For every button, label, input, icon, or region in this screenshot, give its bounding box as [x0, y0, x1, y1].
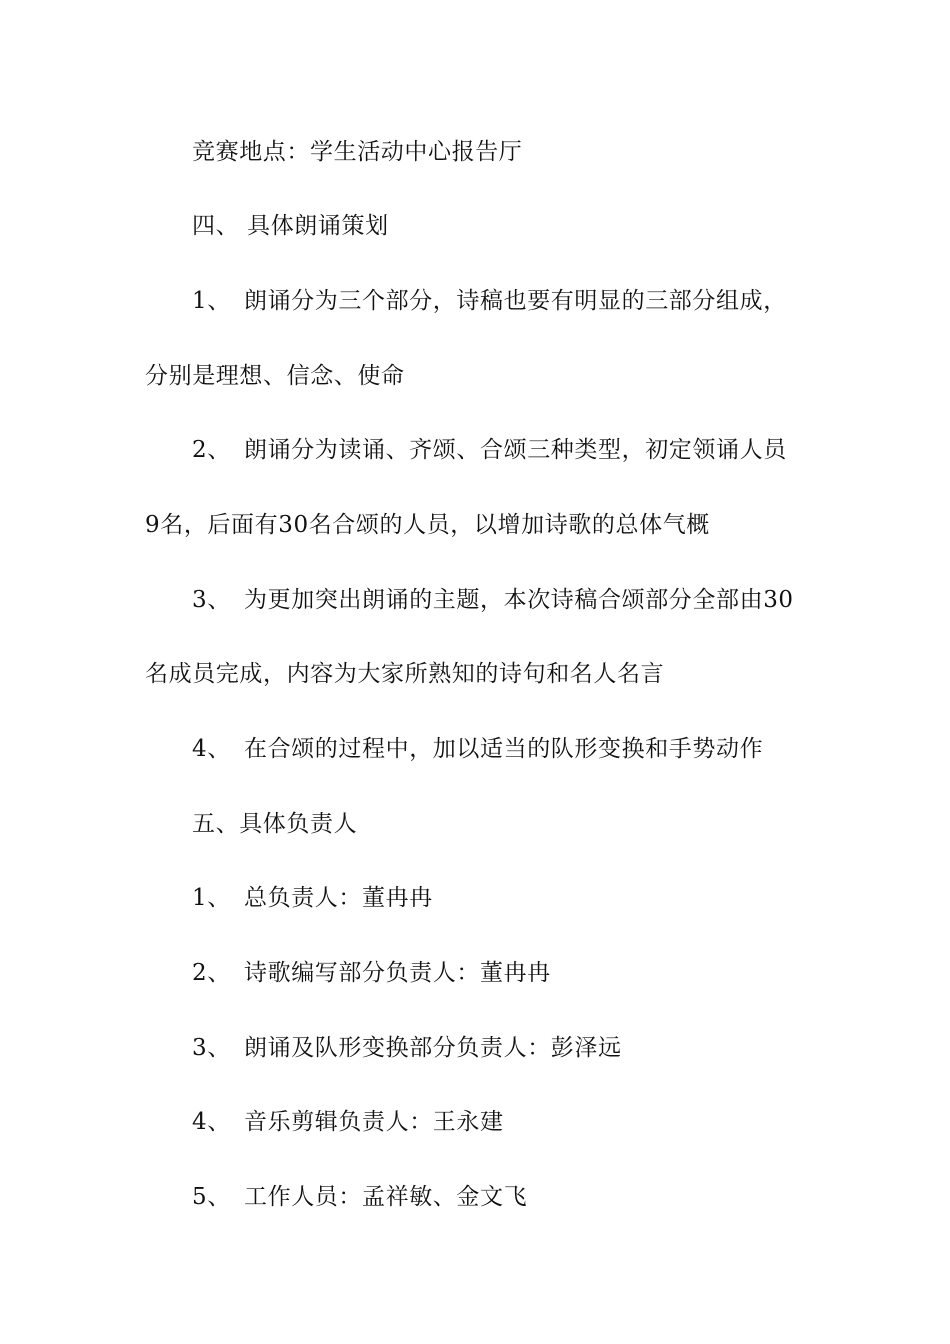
line-text: 朗诵分为三个部分，诗稿也要有明显的三部分组成，	[244, 288, 787, 314]
item-number: 4、	[192, 736, 231, 762]
line-text: 四、 具体朗诵策划	[192, 213, 389, 239]
line-text: 工作人员：孟祥敏、金文飞	[244, 1184, 528, 1210]
venue-line	[192, 137, 522, 167]
line-text: 竞赛地点：学生活动中心报告厅	[192, 139, 523, 165]
line-text: 为更加突出朗诵的主题，本次诗稿合颂部分全部由30	[244, 587, 794, 613]
plan-item-3-continued	[145, 659, 664, 689]
plan-item-1	[192, 286, 787, 316]
item-number: 4、	[192, 1109, 231, 1135]
line-text: 名成员完成，内容为大家所熟知的诗句和名人名言	[145, 661, 665, 687]
line-text: 在合颂的过程中，加以适当的队形变换和手势动作	[244, 736, 764, 762]
responsible-item-2	[192, 958, 551, 988]
item-number: 2、	[192, 960, 231, 986]
item-number: 5、	[192, 1184, 231, 1210]
line-text: 朗诵分为读诵、齐颂、合颂三种类型，初定领诵人员	[244, 437, 787, 463]
item-number: 1、	[192, 288, 231, 314]
line-text: 音乐剪辑负责人：王永建	[244, 1109, 504, 1135]
section-five-heading	[192, 809, 357, 839]
line-text: 诗歌编写部分负责人：董冉冉	[244, 960, 551, 986]
section-four-heading	[192, 211, 389, 241]
plan-item-1-continued	[145, 361, 405, 391]
item-number: 1、	[192, 885, 231, 911]
responsible-item-1	[192, 883, 433, 913]
plan-item-2-continued	[145, 510, 710, 540]
item-number: 3、	[192, 587, 231, 613]
plan-item-2	[192, 435, 787, 465]
line-text: 总负责人：董冉冉	[244, 885, 433, 911]
plan-item-3	[192, 585, 794, 615]
line-text: 9名，后面有30名合颂的人员，以增加诗歌的总体气概	[145, 512, 710, 538]
line-text: 朗诵及队形变换部分负责人：彭泽远	[244, 1035, 622, 1061]
line-text: 分别是理想、信念、使命	[145, 363, 405, 389]
item-number: 3、	[192, 1035, 231, 1061]
line-text: 五、具体负责人	[192, 811, 358, 837]
responsible-item-4	[192, 1107, 504, 1137]
item-number: 2、	[192, 437, 231, 463]
responsible-item-3	[192, 1033, 622, 1063]
responsible-item-5	[192, 1182, 527, 1212]
plan-item-4	[192, 734, 763, 764]
